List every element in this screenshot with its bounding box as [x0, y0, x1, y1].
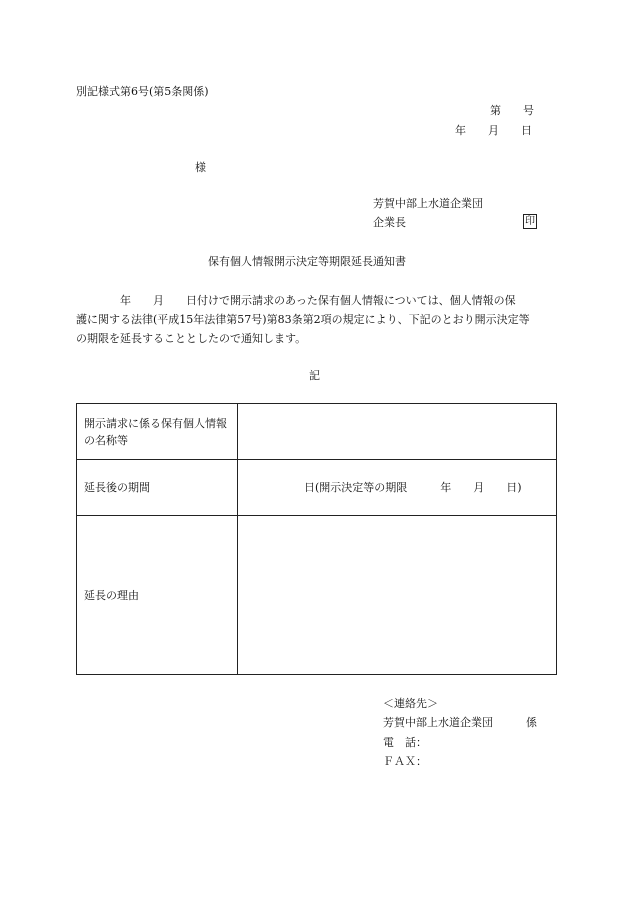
- form-label: 別記様式第6号(第5条関係): [76, 85, 209, 98]
- body-line: 年 月 日付けで開示請求のあった保有個人情報については、個人情報の保: [76, 294, 516, 307]
- row-value-extension-reason: [238, 516, 557, 675]
- row-value-information-name: [238, 404, 557, 460]
- sender-organization: 芳賀中部上水道企業団: [373, 197, 483, 210]
- contact-organization: 芳賀中部上水道企業団 係: [383, 716, 537, 729]
- body-line: 護に関する法律(平成15年法律第57号)第83条第2項の規定により、下記のとおり開示決定等: [76, 313, 530, 326]
- row-label-extended-period: 延長後の期間: [77, 460, 238, 516]
- table-row: [77, 404, 557, 460]
- row-label-extension-reason: 延長の理由: [77, 516, 238, 675]
- ki-marker: 記: [309, 369, 320, 382]
- recipient-honorific: 様: [195, 161, 206, 174]
- document-date: 年 月 日: [455, 124, 532, 137]
- document-body: [76, 291, 558, 348]
- contact-heading: ＜連絡先＞: [383, 697, 438, 710]
- document-title: 保有個人情報開示決定等期限延長通知書: [208, 255, 406, 268]
- body-line: の期限を延長することとしたので通知します。: [76, 332, 307, 345]
- row-value-extended-period: 日(開示決定等の期限 年 月 日): [238, 460, 557, 516]
- document-number: 第 号: [490, 104, 534, 117]
- seal-stamp: 印: [525, 216, 535, 227]
- contact-phone: 電 話：: [383, 736, 427, 749]
- row-label-information-name: 開示請求に係る保有個人情報の名称等: [77, 404, 238, 460]
- sender-title: 企業長: [373, 216, 406, 229]
- contact-fax: ＦＡＸ：: [383, 755, 427, 768]
- table-row: [77, 516, 557, 675]
- table-row: [77, 460, 557, 516]
- info-table: [76, 403, 557, 675]
